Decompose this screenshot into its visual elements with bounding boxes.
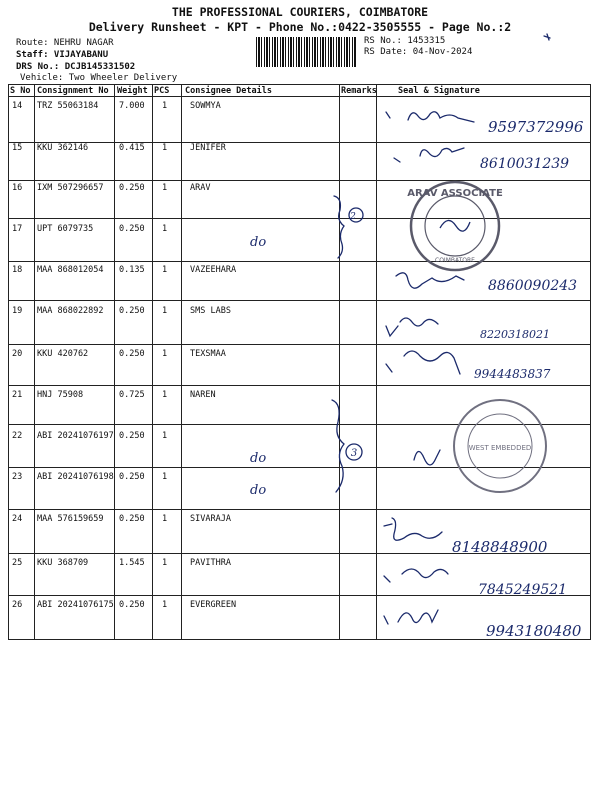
row-consignment: HNJ 75908 (37, 390, 84, 400)
row-consignee: PAVITHRA (190, 558, 231, 568)
row-pcs: 1 (162, 306, 168, 316)
col-remarks: Remarks (341, 86, 377, 96)
ditto-mark: do (250, 235, 267, 250)
row-sno: 24 (12, 514, 23, 524)
row-pcs: 1 (162, 101, 168, 111)
ditto-mark: do (250, 483, 267, 498)
row-weight: 0.250 (119, 224, 145, 234)
col-weight: Weight (117, 86, 148, 96)
row-consignee: JENIFER (190, 143, 226, 153)
row-pcs: 1 (162, 265, 168, 275)
vehicle-label: Vehicle: Two Wheeler Delivery (20, 73, 178, 83)
row-sno: 18 (12, 265, 23, 275)
row-weight: 0.250 (119, 472, 145, 482)
handwritten-phone: 9943180480 (486, 622, 582, 640)
row-consignee: NAREN (190, 390, 216, 400)
row-pcs: 1 (162, 558, 168, 568)
runsheet-table (8, 84, 591, 640)
row-consignee: TEXSMAA (190, 349, 226, 359)
row-sno: 20 (12, 349, 23, 359)
route-label: Route: NEHRU NAGAR (16, 38, 114, 48)
handwritten-phone: 9944483837 (474, 367, 551, 381)
corner-mark (544, 34, 550, 40)
bracket-count: 2 (350, 212, 356, 222)
row-consignment: KKU 420762 (37, 349, 89, 359)
row-consignee: SMS LABS (190, 306, 231, 316)
col-pcs: PCS (154, 86, 170, 96)
row-weight: 0.250 (119, 600, 145, 610)
row-weight: 0.415 (119, 143, 145, 153)
row-pcs: 1 (162, 431, 168, 441)
row-sno: 25 (12, 558, 23, 568)
row-consignment: IXM 507296657 (37, 183, 104, 193)
seal-text: WEST EMBEDDED (468, 444, 532, 452)
row-pcs: 1 (162, 514, 168, 524)
handwritten-phone: 9597372996 (488, 118, 584, 136)
row-pcs: 1 (162, 600, 168, 610)
bracket-count: 3 (350, 448, 358, 459)
row-pcs: 1 (162, 472, 168, 482)
row-weight: 0.250 (119, 183, 145, 193)
rs-number: RS No.: 1453315 (364, 36, 446, 46)
row-consignee: VAZEEHARA (190, 265, 237, 275)
stamp-subtext: COIMBATORE (435, 257, 475, 264)
row-sno: 23 (12, 472, 23, 482)
row-pcs: 1 (162, 183, 168, 193)
row-consignment: MAA 868012054 (37, 265, 104, 275)
row-sno: 16 (12, 183, 23, 193)
row-consignment: KKU 368709 (37, 558, 89, 568)
handwritten-phone: 8148848900 (452, 538, 548, 556)
barcode (256, 37, 356, 67)
company-title: THE PROFESSIONAL COURIERS, COIMBATORE (171, 5, 429, 19)
ditto-mark: do (250, 451, 267, 466)
row-pcs: 1 (162, 224, 168, 234)
drs-label: DRS No.: DCJB145331502 (16, 62, 136, 72)
rs-date: RS Date: 04-Nov-2024 (364, 47, 473, 57)
row-weight: 7.000 (119, 101, 145, 111)
row-sno: 19 (12, 306, 23, 316)
row-weight: 0.250 (119, 306, 145, 316)
row-weight: 0.250 (119, 514, 145, 524)
row-pcs: 1 (162, 349, 168, 359)
row-consignment: ABI 20241076197 (37, 431, 114, 441)
row-consignee: EVERGREEN (190, 600, 237, 610)
row-sno: 26 (12, 600, 23, 610)
staff-label: Staff: VIJAYABANU (16, 50, 109, 60)
row-consignee: SOWMYA (190, 101, 221, 111)
row-sno: 14 (12, 101, 23, 111)
handwritten-phone: 7845249521 (478, 582, 568, 598)
handwritten-phone: 8220318021 (480, 328, 550, 341)
col-consignee: Consignee Details (185, 86, 272, 96)
row-weight: 0.250 (119, 349, 145, 359)
runsheet-subtitle: Delivery Runsheet - KPT - Phone No.:0422-3505555 - Page No.:2 (88, 20, 512, 34)
row-sno: 17 (12, 224, 23, 234)
handwritten-phone: 8610031239 (480, 156, 570, 172)
handwritten-phone: 8860090243 (488, 278, 578, 294)
col-consignment: Consignment No (37, 86, 109, 96)
row-consignee: SIVARAJA (190, 514, 231, 524)
stamp-text: ARAV ASSOCIATE (407, 188, 503, 199)
row-sno: 21 (12, 390, 23, 400)
row-weight: 1.545 (119, 558, 145, 568)
row-weight: 0.135 (119, 265, 145, 275)
row-consignment: TRZ 55063184 (37, 101, 99, 111)
row-consignment: MAA 576159659 (37, 514, 104, 524)
row-pcs: 1 (162, 390, 168, 400)
row-consignment: KKU 362146 (37, 143, 89, 153)
col-sno: S No (10, 86, 31, 96)
row-pcs: 1 (162, 143, 168, 153)
row-consignment: UPT 6079735 (37, 224, 94, 234)
row-weight: 0.725 (119, 390, 145, 400)
row-weight: 0.250 (119, 431, 145, 441)
row-consignee: ARAV (190, 183, 211, 193)
row-consignment: ABI 20241076198 (37, 472, 114, 482)
row-sno: 15 (12, 143, 23, 153)
row-consignment: MAA 868022892 (37, 306, 104, 316)
col-seal-signature: Seal & Signature (398, 86, 480, 96)
row-sno: 22 (12, 431, 23, 441)
row-consignment: ABI 20241076175 (37, 600, 114, 610)
